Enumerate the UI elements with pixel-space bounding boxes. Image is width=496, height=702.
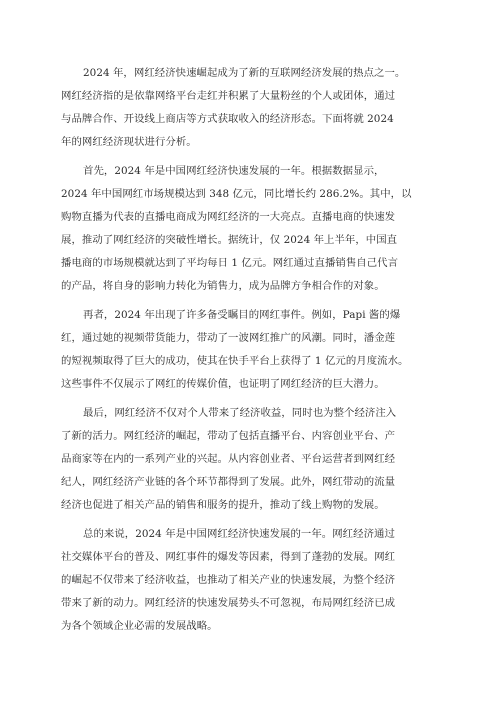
paragraph-line: 经济也促进了相关产品的销售和服务的提升，推动了线上购物的发展。: [61, 499, 385, 511]
paragraph-line: 的产品，将自身的影响力转化为销售力，成为品牌方争相合作的对象。: [61, 280, 385, 292]
paragraph-line: 红，通过她的视频带货能力，带动了一波网红推广的风潮。同时，潘金莲: [61, 332, 396, 344]
paragraph-line: 总的来说，2024 年是中国网红经济快速发展的一年。网红经济通过: [83, 528, 395, 540]
paragraph-line: 为各个领域企业必需的发展战略。: [61, 620, 218, 632]
paragraph-line: 网红经济指的是依靠网络平台走红并积累了大量粉丝的个人或团体，通过: [61, 90, 396, 102]
paragraph-line: 2024 年，网红经济快速崛起成为了新的互联网经济发展的热点之一。: [83, 67, 406, 79]
paragraph-line: 的短视频取得了巨大的成功，使其在快手平台上获得了 1 亿元的月度流水。: [61, 355, 409, 367]
paragraph-line: 首先，2024 年是中国网红经济快速发展的一年。根据数据显示，: [83, 165, 385, 177]
paragraph-line: 社交媒体平台的普及、网红事件的爆发等因素，得到了蓬勃的发展。网红: [61, 551, 396, 563]
paragraph-line: 带来了新的动力。网红经济的快速发展势头不可忽视，布局网红经济已成: [61, 597, 396, 609]
paragraph-line: 这些事件不仅展示了网红的传媒价值，也证明了网红经济的巨大潜力。: [61, 378, 385, 390]
paragraph-line: 了新的活力。网红经济的崛起，带动了包括直播平台、内容创业平台、产: [61, 430, 396, 442]
paragraph-line: 的崛起不仅带来了经济收益，也推动了相关产业的快速发展，为整个经济: [61, 574, 396, 586]
paragraph-line: 最后，网红经济不仅对个人带来了经济收益，同时也为整个经济注入: [83, 407, 397, 419]
paragraph-line: 纪人，网红经济产业链的各个环节都得到了发展。此外，网红带动的流量: [61, 476, 396, 488]
paragraph-line: 品商家等在内的一系列产业的兴起。从内容创业者、平台运营者到网红经: [61, 453, 396, 465]
paragraph-line: 展，推动了网红经济的突破性增长。据统计，仅 2024 年上半年，中国直: [61, 234, 398, 246]
paragraph-line: 再者，2024 年出现了许多备受瞩目的网红事件。例如，Papi 酱的爆: [83, 309, 401, 321]
paragraph-line: 播电商的市场规模就达到了平均每日 1 亿元。网红通过直播销售自己代言: [61, 257, 399, 269]
paragraph-line: 与品牌合作、开设线上商店等方式获取收入的经济形态。下面将就 2024: [61, 113, 394, 125]
paragraph-line: 2024 年中国网红市场规模达到 348 亿元，同比增长约 286.2%。其中，以: [61, 188, 412, 200]
paragraph-line: 年的网红经济现状进行分析。: [61, 136, 197, 148]
paragraph-line: 购物直播为代表的直播电商成为网红经济的一大亮点。直播电商的快速发: [61, 211, 396, 223]
